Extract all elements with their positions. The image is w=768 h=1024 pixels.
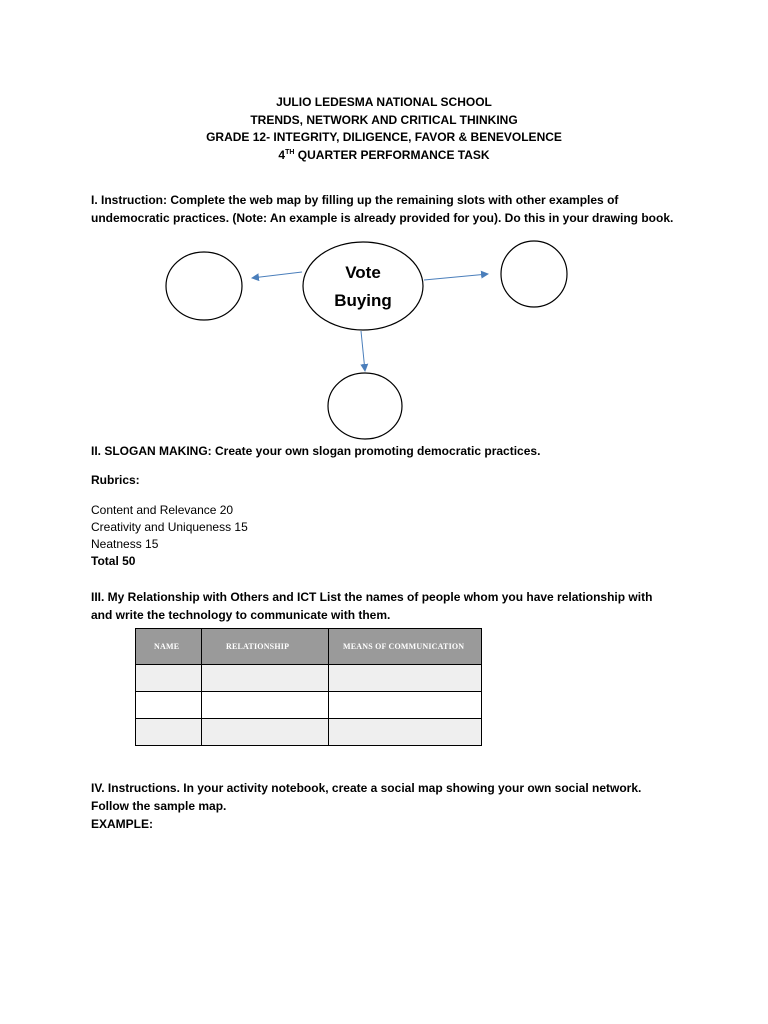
table-row xyxy=(136,692,482,719)
table-cell[interactable] xyxy=(202,692,329,719)
part1-instruction xyxy=(91,191,691,227)
table-row xyxy=(136,665,482,692)
quarter-rest: QUARTER PERFORMANCE TASK xyxy=(294,147,490,162)
table-cell[interactable] xyxy=(329,692,482,719)
table-cell[interactable] xyxy=(136,692,202,719)
part4-instruction-line1: IV. Instructions. In your activity notebook, create a social map showing your own social network. xyxy=(91,781,642,795)
header-name: NAME xyxy=(136,629,202,665)
arrow-to-right xyxy=(424,274,488,280)
table-row xyxy=(136,719,482,746)
document-header xyxy=(0,94,768,164)
part4-instruction xyxy=(91,779,691,833)
example-label: EXAMPLE: xyxy=(91,817,154,831)
center-node-label-line2: Buying xyxy=(334,291,392,310)
arrow-to-left xyxy=(252,272,302,278)
rubric-content: Content and Relevance 20 xyxy=(91,503,234,517)
rubric-creativity: Creativity and Uniqueness 15 xyxy=(91,520,248,534)
part3-instruction-line2: and write the technology to communicate with them. xyxy=(91,608,391,622)
rubrics-label: Rubrics: xyxy=(91,473,140,487)
ict-relationship-table xyxy=(135,628,482,746)
rubric-total: Total 50 xyxy=(91,554,136,568)
part4-instruction-line2: Follow the sample map. xyxy=(91,799,227,813)
table-cell[interactable] xyxy=(329,665,482,692)
table-cell[interactable] xyxy=(136,719,202,746)
quarter-number: 4 xyxy=(278,147,286,162)
rubric-neatness: Neatness 15 xyxy=(91,537,159,551)
table-cell[interactable] xyxy=(202,665,329,692)
table-cell[interactable] xyxy=(329,719,482,746)
quarter-title xyxy=(0,147,768,165)
school-name: JULIO LEDESMA NATIONAL SCHOOL xyxy=(276,95,492,109)
bottom-empty-circle xyxy=(328,373,402,439)
header-means-of-communication: MEANS OF COMMUNICATION xyxy=(329,629,482,665)
subject-title: TRENDS, NETWORK AND CRITICAL THINKING xyxy=(250,112,518,127)
part3-instruction xyxy=(91,588,691,624)
center-node-label-line1: Vote xyxy=(345,263,381,282)
center-node-circle xyxy=(303,242,423,330)
right-empty-circle xyxy=(501,241,567,307)
grade-section: GRADE 12- INTEGRITY, DILIGENCE, FAVOR & BENEVOLENCE xyxy=(206,130,562,144)
web-map-diagram xyxy=(150,230,590,440)
header-relationship: RELATIONSHIP xyxy=(202,629,329,665)
part3-instruction-line1: III. My Relationship with Others and ICT List the names of people whom you have relationship with xyxy=(91,590,653,604)
table-cell[interactable] xyxy=(202,719,329,746)
table-header-row xyxy=(136,629,482,665)
part1-instruction-line2: undemocratic practices. (Note: An example is already provided for you). Do this in your drawing book. xyxy=(91,211,674,225)
part1-instruction-line1: I. Instruction: Complete the web map by filling up the remaining slots with other examples of xyxy=(91,193,619,207)
table-cell[interactable] xyxy=(136,665,202,692)
left-empty-circle xyxy=(166,252,242,320)
arrow-to-bottom xyxy=(361,331,365,371)
part2-title: II. SLOGAN MAKING: Create your own slogan promoting democratic practices. xyxy=(91,444,541,458)
quarter-suffix: TH xyxy=(285,148,295,156)
